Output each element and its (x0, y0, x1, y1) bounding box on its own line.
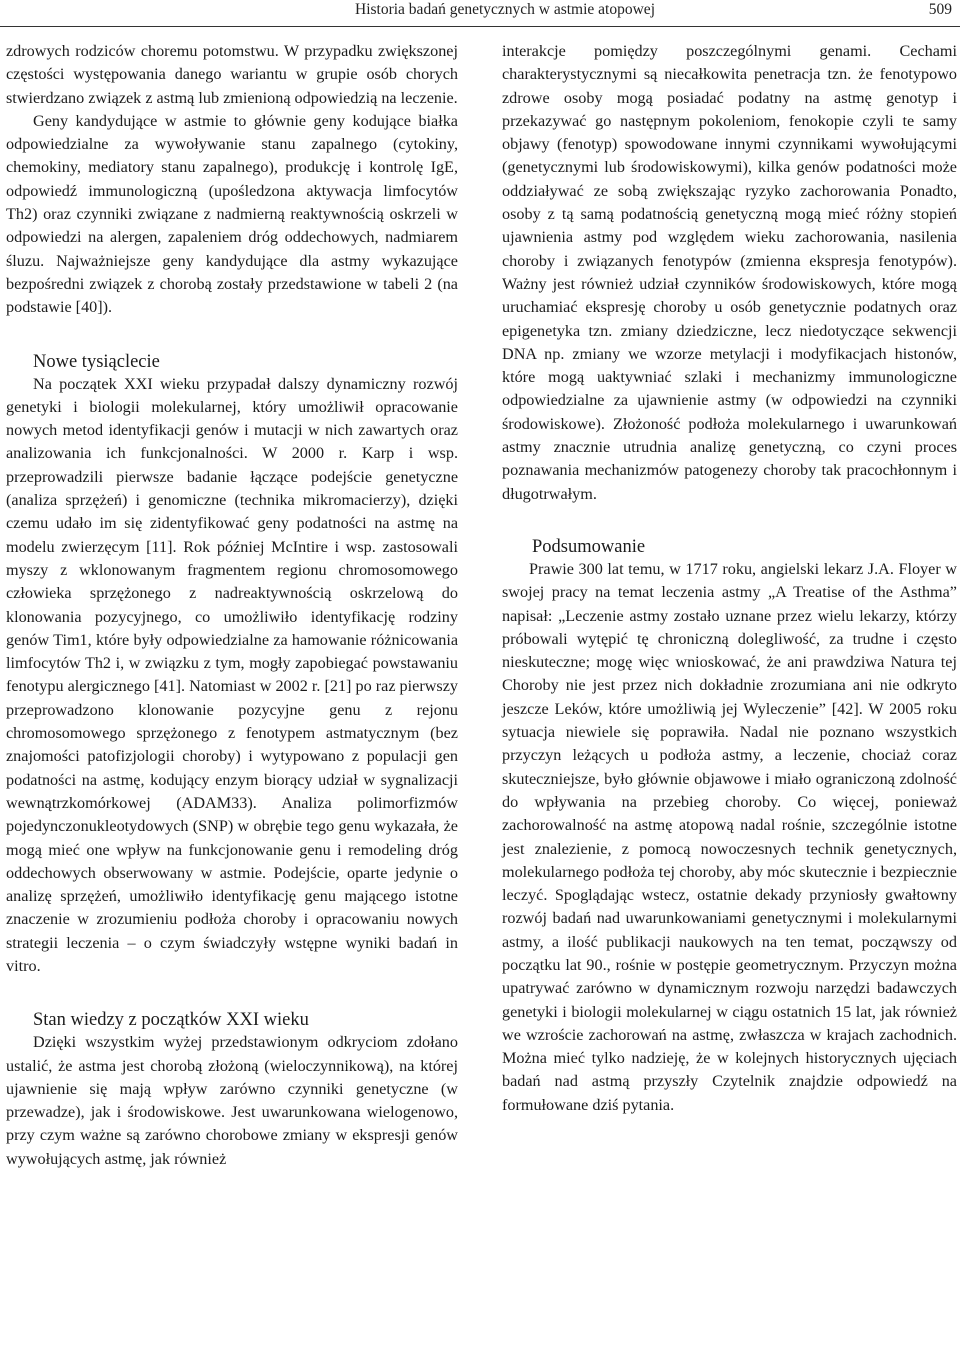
paragraph-new-millennium: Na początek XXI wieku przypadał dalszy dynamiczny rozwój genetyki i biologii molekularnej, który umożliwił opracowanie nowych metod identyfikacji genów i mutacji w nich zawartych oraz analizowania ich funkcjonalności. W 2000 r. Karp i wsp. przeprowadzili pierwsze badanie łączące podejście genetyczne (analiza sprzężeń) i genomiczne (technika mikromacierzy), dzięki czemu udało im się zidentyfikować geny podatności na astmę na modelu zwierzęcym [11]. Rok później McIntire i wsp. zastosowali myszy z wklonowanym fragmentem regionu chromosomowego człowieka sprzężonego z nadreaktywnością oskrzelową do klonowania pozycyjnego, co umożliwiło identyfikację rodziny genów Tim1, które były odpowiedzialne za hamowanie różnicowania limfocytów Th2 i, w związku z tym, mogły zapobiegać powstawaniu fenotypu alergicznego [41]. Natomiast w 2002 r. [21] po raz pierwszy przeprowadzono klonowanie pozycyjne genu z rejonu chromosomowego sprzężonego z fenotypem astmatycznym (bez znajomości patofizjologii choroby) i wytypowano z populacji gen podatności na astmę, kodujący enzym biorący udział w sygnalizacji wewnątrzkomórkowej (ADAM33). Analiza polimorfizmów pojedynczonukleotydowych (SNP) w obrębie tego genu wykazała, że mogą mieć one wpływ na funkcjonowanie genu i remodeling dróg oddechowych obserwowany w astmie. Podejście, oparte jedynie o analizę sprzężeń, umożliwiło identyfikację genu mającego istotne znaczenie w zrozumieniu podłoża choroby i opracowaniu nowych strategii leczenia – o czym świadczyły wstępne wyniki badań in vitro. (6, 374, 458, 975)
right-column (502, 40, 957, 1117)
paragraph-summary: Prawie 300 lat temu, w 1717 roku, angielski lekarz J.A. Floyer w swojej pracy na temat leczenia astmy „A Treatise of the Asthma” napisał: „Leczenie astmy zostało uznane przez wielu lekarzy, którzy próbowali wytępić tę chroniczną dolegliwość, za trudne i często nieskuteczne; mogę więc wnioskować, że ani prawdziwa Natura tej Choroby nie jest przez nich dokładnie zrozumiana ani nie odkryto jeszcze Leków, które umożliwią jej Wyleczenie” [42]. W 2005 roku sytuacja niewiele się poprawiła. Nadal nie poznano wszystkich przyczyn leżących u podłoża astmy, a leczenie, chociaż coraz skuteczniejsze, było głównie objawowe i miało ograniczoną zdolność do wpływania na przebieg choroby. Co więcej, ponieważ zachorowalność na astmę atopową nadal rośnie, szczególnie istotne jest znalezienie, z pomocą nowoczesnych technik genetycznych, molekularnego podłoża tej choroby, aby móc skutecznie i bezpiecznie leczyć. Spoglądając wstecz, ostatnie dekady przyniosły gwałtowny rozwój badań nad uwarunkowaniami genetycznymi i molekularnymi astmy, a ilość publikacji naukowych na ten temat, począwszy od początku lat 90., rośnie w postępie geometrycznym. Przyczyn można upatrywać zarówno w dynamicznym rozwoju narzędzi badawczych genetyki i biologii molekularnej w ciągu ostatnich 15 lat, jak również we wzroście zachorowań na astmę, zwłaszcza w krajach zachodnich. Można mieć tylko nadzieję, że w kolejnych historycznych ujęciach badań nad astmą przyszły Czytelnik znajdzie odpowiedź na formułowane dziś pytania. (502, 559, 957, 1114)
paragraph-continued: zdrowych rodziców choremu potomstwu. W przypadku zwiększonej częstości występowania danego wariantu w grupie osób chorych stwierdzano związek z astmą lub zmienioną odpowiedzią na leczenie. (6, 42, 458, 107)
paragraph-state-of-knowledge: Dzięki wszystkim wyżej przedstawionym odkryciom zdołano ustalić, że astma jest chorobą złożoną (wieloczynnikową), na której ujawnienie się mają wpływ zarówno czynniki genetyczne (w przewadze), jak i środowiskowe. Jest uwarunkowana wielogenowo, przy czym ważne są zarówno chorobowe zmiany w ekspresji genów wywołujących astmę, jak również (6, 1033, 458, 1168)
page-number: 509 (928, 1, 952, 18)
section-heading-nowe-tysiaclecie: Nowe tysiąclecie (33, 351, 160, 372)
left-column (6, 40, 458, 1171)
paragraph-candidate-genes: Geny kandydujące w astmie to głównie geny kodujące białka odpowiedzialne za wywoływanie stanu zapalnego (cytokiny, chemokiny, mediatory stanu zapalnego), produkcję i kontrolę IgE, odpowiedź immunologiczną (upośledzona aktywacja limfocytów Th2) oraz czynniki związane z nadmierną reaktywnością oskrzeli w odpowiedzi na alergen, zapaleniem dróg oddechowych, nadmiarem śluzu. Najważniejsze geny kandydujące dla astmy wykazujące bezpośredni związek z chorobą zostały przedstawione w tabeli 2 (na podstawie [40]). (6, 111, 458, 317)
paragraph-gene-interactions: interakcje pomiędzy poszczególnymi genami. Cechami charakterystycznymi są niecałkowita penetracja tzn. że fenotypowo zdrowe osoby mogą posiadać podatny na astmę genotyp i przekazywać go następnym pokoleniom, fenokopie czyli te samy objawy (fenotyp) spowodowane innymi czynnikami wywołującymi (genetycznymi lub środowiskowymi), kilka genów podatności może oddziaływać ze sobą zwiększając ryzyko zachorowania Ponadto, osoby z tą samą podatnością genetyczną mogą mieć różny stopień ujawnienia astmy pod względem wieku zachorowania, nasilenia choroby i związanych fenotypów (zmienna ekspresja fenotypów). Ważny jest również udział czynników środowiskowych, które mogą uruchamiać ekspresję choroby u osób genetycznie podatnych oraz epigenetyka tzn. zmiany dziedziczne, lecz niedotyczące sekwencji DNA np. zmiany we wzorze metylacji i modyfikacjach histonów, które mogą uaktywniać szlaki i mechanizmy immunologiczne odpowiedzialne za ujawnienie astmy (w odpowiedzi na czynniki środowiskowe). Złożoność podłoża molekularnego i uwarunkowań astmy znacznie utrudnia analizę genetyczną, co czyni proces poznawania mechanizmów patogenezy choroby tak pracochłonnym i długotrwałym. (502, 42, 957, 503)
running-title: Historia badań genetycznych w astmie atopowej (355, 1, 655, 18)
section-heading-stan-wiedzy: Stan wiedzy z początków XXI wieku (33, 1010, 309, 1031)
section-heading-podsumowanie: Podsumowanie (532, 536, 646, 557)
running-header (0, 0, 960, 27)
